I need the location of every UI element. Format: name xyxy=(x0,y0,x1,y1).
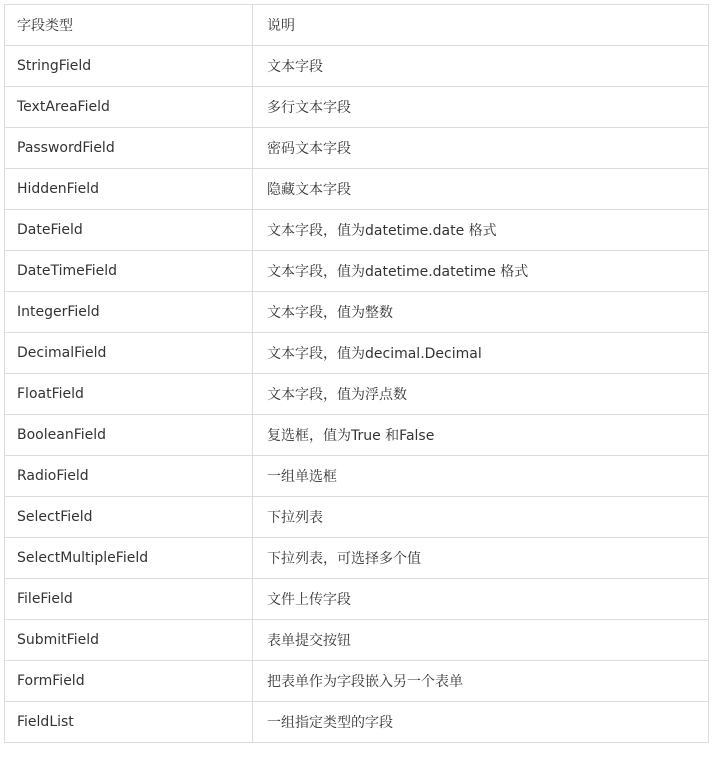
table-row xyxy=(5,415,709,456)
description-cell: 文本字段，值为datetime.datetime 格式 xyxy=(253,251,709,292)
table-row xyxy=(5,497,709,538)
field-type-cell: FieldList xyxy=(5,702,253,743)
field-types-table xyxy=(4,4,709,743)
table-row xyxy=(5,46,709,87)
table-row xyxy=(5,333,709,374)
field-type-cell: TextAreaField xyxy=(5,87,253,128)
header-description: 说明 xyxy=(253,5,709,46)
field-type-cell: FloatField xyxy=(5,374,253,415)
table-row xyxy=(5,128,709,169)
table-row xyxy=(5,87,709,128)
table-row xyxy=(5,661,709,702)
description-cell: 文件上传字段 xyxy=(253,579,709,620)
description-cell: 下拉列表 xyxy=(253,497,709,538)
field-type-cell: SelectField xyxy=(5,497,253,538)
field-type-cell: FormField xyxy=(5,661,253,702)
description-cell: 下拉列表，可选择多个值 xyxy=(253,538,709,579)
description-cell: 文本字段，值为decimal.Decimal xyxy=(253,333,709,374)
field-type-cell: DateTimeField xyxy=(5,251,253,292)
field-types-table-container xyxy=(4,4,708,743)
description-cell: 文本字段 xyxy=(253,46,709,87)
table-row xyxy=(5,702,709,743)
description-cell: 一组单选框 xyxy=(253,456,709,497)
description-cell: 表单提交按钮 xyxy=(253,620,709,661)
field-type-cell: SelectMultipleField xyxy=(5,538,253,579)
table-row xyxy=(5,210,709,251)
field-type-cell: HiddenField xyxy=(5,169,253,210)
field-type-cell: BooleanField xyxy=(5,415,253,456)
field-type-cell: IntegerField xyxy=(5,292,253,333)
table-row xyxy=(5,251,709,292)
description-cell: 多行文本字段 xyxy=(253,87,709,128)
field-type-cell: DecimalField xyxy=(5,333,253,374)
table-row xyxy=(5,538,709,579)
description-cell: 一组指定类型的字段 xyxy=(253,702,709,743)
table-body xyxy=(5,5,709,743)
field-type-cell: RadioField xyxy=(5,456,253,497)
table-row xyxy=(5,374,709,415)
description-cell: 隐藏文本字段 xyxy=(253,169,709,210)
table-row xyxy=(5,620,709,661)
table-row xyxy=(5,456,709,497)
header-field-type: 字段类型 xyxy=(5,5,253,46)
table-row xyxy=(5,169,709,210)
field-type-cell: SubmitField xyxy=(5,620,253,661)
field-type-cell: FileField xyxy=(5,579,253,620)
description-cell: 文本字段，值为整数 xyxy=(253,292,709,333)
field-type-cell: StringField xyxy=(5,46,253,87)
description-cell: 把表单作为字段嵌入另一个表单 xyxy=(253,661,709,702)
description-cell: 复选框，值为True 和False xyxy=(253,415,709,456)
field-type-cell: PasswordField xyxy=(5,128,253,169)
description-cell: 文本字段，值为浮点数 xyxy=(253,374,709,415)
description-cell: 文本字段，值为datetime.date 格式 xyxy=(253,210,709,251)
table-row xyxy=(5,579,709,620)
description-cell: 密码文本字段 xyxy=(253,128,709,169)
table-row xyxy=(5,292,709,333)
table-header-row xyxy=(5,5,709,46)
field-type-cell: DateField xyxy=(5,210,253,251)
